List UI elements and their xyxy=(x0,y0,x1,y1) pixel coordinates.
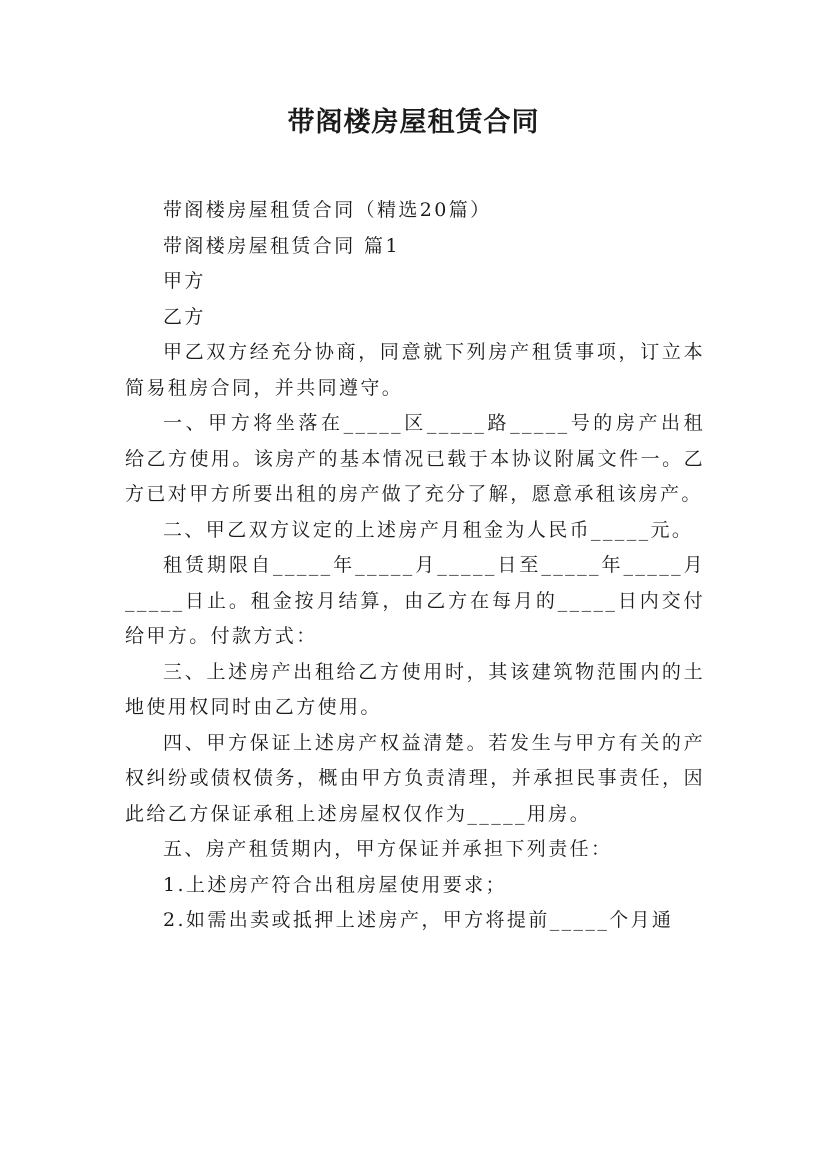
paragraph: 甲方 xyxy=(163,270,206,292)
paragraph: 带阁楼房屋租赁合同（精选20篇） xyxy=(163,199,492,221)
paragraph: 1.上述房产符合出租房屋使用要求； xyxy=(163,873,507,896)
paragraph: 二、甲乙双方议定的上述房产月租金为人民币_____元。 xyxy=(163,518,694,541)
paragraph: 带阁楼房屋租赁合同 篇1 xyxy=(163,234,400,257)
paragraph: 租赁期限自_____年_____月_____日至_____年_____月_____日止。租金按月结算，由乙方在每月的_____日内交付给甲方。付款方式： xyxy=(125,554,705,647)
paragraph: 2.如需出卖或抵押上述房产，甲方将提前_____个月通 xyxy=(163,909,674,931)
paragraph: 三、上述房产出租给乙方使用时，其该建筑物范围内的土地使用权同时由乙方使用。 xyxy=(125,660,705,718)
paragraph: 甲乙双方经充分协商，同意就下列房产租赁事项，订立本简易租房合同，并共同遵守。 xyxy=(125,341,705,399)
paragraph: 一、甲方将坐落在_____区_____路_____号的房产出租给乙方使用。该房产的基本情况已载于本协议附属文件一。乙方已对甲方所要出租的房产做了充分了解，愿意承租该房产。 xyxy=(125,412,705,505)
document-body xyxy=(125,193,705,939)
paragraph: 五、房产租赁期内，甲方保证并承担下列责任： xyxy=(163,838,613,860)
document-title: 带阁楼房屋租赁合同 xyxy=(287,107,540,138)
paragraph: 四、甲方保证上述房产权益清楚。若发生与甲方有关的产权纠纷或债权债务，概由甲方负责清理，并承担民事责任，因此给乙方保证承租上述房屋权仅作为_____用房。 xyxy=(125,731,705,825)
paragraph: 乙方 xyxy=(163,305,206,328)
